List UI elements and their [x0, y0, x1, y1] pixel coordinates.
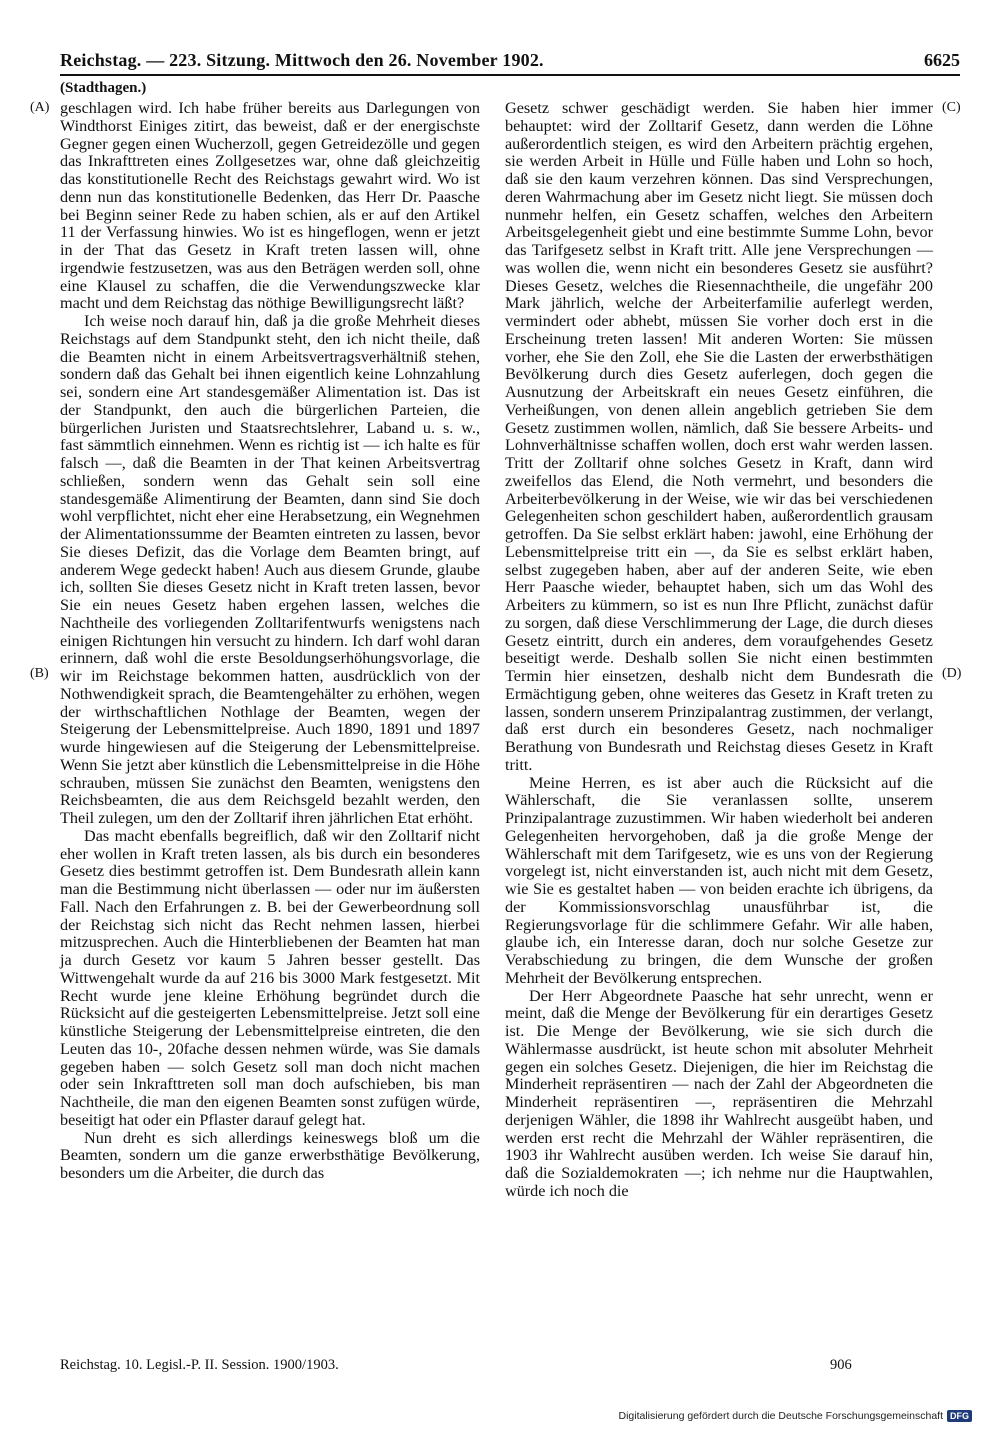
paragraph: Das macht ebenfalls begreiflich, daß wir den Zolltarif nicht eher wollen in Kraft treten lassen, als bis durch ein besonderes Gesetz dies bestimmt getroffen ist. Dem Bundesrath allein kann man die Bestimmung nicht überlassen — oder nur im äußersten Fall. Nach den Erfahrungen z. B. bei der Gewerbeordnung soll der Reichstag sich nicht das Recht nehmen lassen, hierbei mitzusprechen. Auch die Hinterbliebenen der Beamten hat man ja durch Gesetz vor kaum 5 Jahren besser gestellt. Das Wittwengehalt wurde da auf 216 bis 3000 Mark festgesetzt. Mit Recht wurde jene kleine Erhöhung begründet durch die Rücksicht auf die gesteigerten Lebensmittelpreise. Jetzt soll eine künstliche Steigerung der Lebensmittelpreise eintreten, die den Leuten das 10-, 20fache dessen nehmen würde, was Sie damals gegeben haben — solch Gesetz soll man doch nicht machen oder sein Inkrafttreten soll man doch aufschieben, bis man Nachtheile, die man den eigenen Beamten sonst zufügen würde, beseitigt hat oder ein Pflaster darauf gelegt hat. [60, 826, 480, 1129]
margin-marker-d: (D) [942, 666, 962, 681]
running-header [60, 48, 960, 76]
margin-marker-b: (B) [30, 666, 49, 681]
margin-marker-a: (A) [30, 100, 50, 115]
page-number: 6625 [924, 50, 960, 70]
paragraph: Der Herr Abgeordnete Paasche hat sehr unrecht, wenn er meint, daß die Menge der Bevölkerung für ein derartiges Gesetz ist. Die Menge der Bevölkerung, wie sie sich durch die Wählermasse ausdrückt, ist heute schon mit absoluter Mehrheit gegen ein solches Gesetz. Diejenigen, die hier im Reichstag die Minderheit repräsentiren — nach der Zahl der Abgeordneten die Minderheit repräsentiren —, repräsentiren die Mehrzahl derjenigen Wähler, die 1898 ihr Wahlrecht ausgeübt haben, und werden erst recht die Mehrzahl der Wähler repräsentiren, die 1903 ihr Wahlrecht ausüben werden. Ich weise Sie darauf hin, daß die Sozialdemokraten —; ich nehme nur die Hauptwahlen, würde ich noch die [505, 986, 933, 1200]
right-column [505, 100, 933, 1201]
paragraph: Meine Herren, es ist aber auch die Rücksicht auf die Wählerschaft, die Sie veranlassen sollte, unserem Prinzipalantrage zuzustimmen. Wir haben wiederholt bei anderen Gelegenheiten hervorgehoben, daß ja die große Menge der Wählerschaft mit dem Tarifgesetz, wie es uns von der Regierung vorgelegt ist, nicht einverstanden ist, auch nicht mit dem Gesetz, wie Sie es gestaltet haben — von beiden erachte ich übrigens, da der Kommissionsvorschlag unausführbar ist, die Regierungsvorlage für die schlimmere Gefahr. Wir alle haben, glaube ich, ein Interesse daran, doch nur solche Gesetze zur Verabschiedung zu bringen, die dem Wunsche der großen Mehrheit der Bevölkerung entsprechen. [505, 773, 933, 987]
digitization-credit [618, 1410, 972, 1422]
paragraph: geschlagen wird. Ich habe früher bereits aus Darlegungen von Windthorst Einiges zitirt, das beweist, daß er der energischste Gegner gegen einen Wucherzoll, gegen Getreidezölle und gegen das Inkrafttreten eines Zollgesetzes war, ohne daß gleichzeitig das konstitutionelle Recht des Reichstags gewahrt wird. Wo ist denn nun das konstitutionelle Bedenken, das Herr Dr. Paasche bei Beginn seiner Rede zu haben schien, als er auf den Artikel 11 der Verfassung hinwies. Wo ist es hingeflogen, wenn er jetzt in der That das Gesetz in Kraft treten lassen will, ohne irgendwie festzusetzen, was aus den Beträgen werden soll, ohne eine Klausel zu schaffen, die die Verwendungszwecke klar macht und dem Reichstag das nöthige Bewilligungsrecht läßt? [60, 99, 480, 313]
running-title: Reichstag. — 223. Sitzung. Mittwoch den 26. November 1902. [60, 50, 544, 70]
left-column [60, 100, 480, 1183]
paragraph: Ich weise noch darauf hin, daß ja die große Mehrheit dieses Reichstags auf dem Standpunkt steht, den ich nicht theile, daß die Beamten nicht in einem Arbeitsvertragsverhältniß stehen, sondern daß das Gehalt bei ihnen eigentlich keine Lohnzahlung sei, sondern eine Art standesgemäßer Alimentation ist. Das ist der Standpunkt, den auch die bürgerlichen Parteien, die bürgerlichen Juristen und Staatsrechtslehrer, Laband u. s. w., fast sämmtlich einnehmen. Wenn es richtig ist — ich halte es für falsch —, daß die Beamten in der That keinen Arbeitsvertrag schließen, sondern wenn das Gehalt sein soll eine standesgemäße Alimentirung der Beamten, dann sind Sie doch wohl verpflichtet, nicht eher eine Herabsetzung, ein Wegnehmen der Alimentationssumme der Beamten eintreten zu lassen, bevor Sie dieses Defizit, das die Vorlage dem Beamten bringt, auf anderem Wege gedeckt haben! Auch aus diesem Grunde, glaube ich, sollten Sie dieses Gesetz nicht in Kraft treten lassen, bevor Sie ein neues Gesetz haben ergehen lassen, welches die Nachtheile des vorliegenden Zolltarifentwurfs wenigstens nach einigen Richtungen hin versucht zu hindern. Ich darf wohl daran erinnern, daß wohl die erste Besoldungserhöhungsvorlage, die wir im Reichstage bekommen hatten, ausdrücklich von der Nothwendigkeit sprach, die Beamtengehälter zu erhöhen, wegen der wirthschaftlichen Nothlage der Beamten, wegen der Steigerung der Lebensmittelpreise. Auch 1890, 1891 und 1897 wurde hingewiesen auf die Steigerung der Lebensmittelpreise. Wenn Sie jetzt aber künstlich die Lebensmittelpreise in die Höhe schrauben, müssen Sie zunächst den Beamten, wenigstens den Reichsbeamten, die aus dem Reichsgeld bezahlt werden, den Theil zulegen, um den der Zolltarif ihren jährlichen Etat erhöht. [60, 312, 480, 827]
speaker-name: (Stadthagen.) [60, 80, 147, 96]
dfg-logo-icon: DFG [947, 1410, 972, 1422]
credit-text: Digitalisierung gefördert durch die Deutsche Forschungsgemeinschaft [618, 1410, 943, 1422]
footer-session-line: Reichstag. 10. Legisl.-P. II. Session. 1900/1903. [60, 1357, 339, 1373]
paragraph: Nun dreht es sich allerdings keineswegs bloß um die Beamten, sondern um die ganze erwerbsthätige Bevölkerung, besonders um die Arbeiter, die durch das [60, 1128, 480, 1182]
margin-marker-c: (C) [942, 100, 961, 115]
sheet-number: 906 [830, 1357, 852, 1373]
paragraph: Gesetz schwer geschädigt werden. Sie haben hier immer behauptet: wird der Zolltarif Gesetz, dann werden die Löhne außerordentlich steigen, es wird den Arbeitern prächtig ergehen, sie werden Arbeit in Hülle und Fülle haben und Lohn so hoch, daß sie den kaum verzehren können. Das sind Versprechungen, deren Wahrmachung aber im Gesetz nicht liegt. Sie müssen doch nunmehr helfen, ein Gesetz schaffen, welches den Arbeitern Arbeitsgelegenheit giebt und eine bestimmte Summe Lohn, bevor das Tarifgesetz selbst in Kraft tritt. Alle jene Versprechungen — was wollen die, wenn nicht ein besonderes Gesetz sie ausführt? Dieses Gesetz, welches die Riesennachtheile, die ungefähr 200 Mark jährlich, welche der Arbeiterfamilie auferlegt werden, vermindert oder abhebt, müssen Sie vorher doch erst in die Erscheinung treten lassen! Mit anderen Worten: Sie müssen vorher, ehe Sie den Zoll, ehe Sie die Lasten der erwerbsthätigen Bevölkerung durch dies Gesetz auferlegen, doch gegen die Ausnutzung der Arbeitskraft ein neues Gesetz einführen, die Verheißungen, von denen allein angeblich getrieben Sie dem Gesetz zustimmen wollen, nämlich, daß Sie bessere Arbeits- und Lohnverhältnisse schaffen wollen, doch erst wahr werden lassen. Tritt der Zolltarif ohne solches Gesetz in Kraft, dann wird zweifellos das Elend, die Noth vermehrt, und besonders die Arbeiterbevölkerung in der Weise, wie wir das bei verschiedenen Gelegenheiten schon geschildert haben, außerordentlich grausam getroffen. Da Sie selbst erklärt haben: jawohl, eine Erhöhung der Lebensmittelpreise tritt ein —, da Sie es selbst erklärt haben, selbst zugegeben haben, aber auf der anderen Seite, wie eben Herr Paasche wieder, behauptet haben, sich um das Wohl des Arbeiters zu kümmern, so ist es nun Ihre Pflicht, zunächst dafür zu sorgen, daß diese Verschlimmerung der Lage, die durch dieses Gesetz eintritt, durch ein anderes, dem voraufgehendes Gesetz beseitigt werde. Deshalb sollen Sie nicht einen bestimmten Termin hier einsetzen, deshalb nicht dem Bundesrath die Ermächtigung geben, ohne weiteres das Gesetz in Kraft treten zu lassen, sondern unserem Prinzipalantrag zustimmen, der verlangt, daß erst durch ein besonderes Gesetz, nach nochmaliger Berathung von Bundesrath und Reichstag dieses Gesetz in Kraft tritt. [505, 99, 933, 774]
